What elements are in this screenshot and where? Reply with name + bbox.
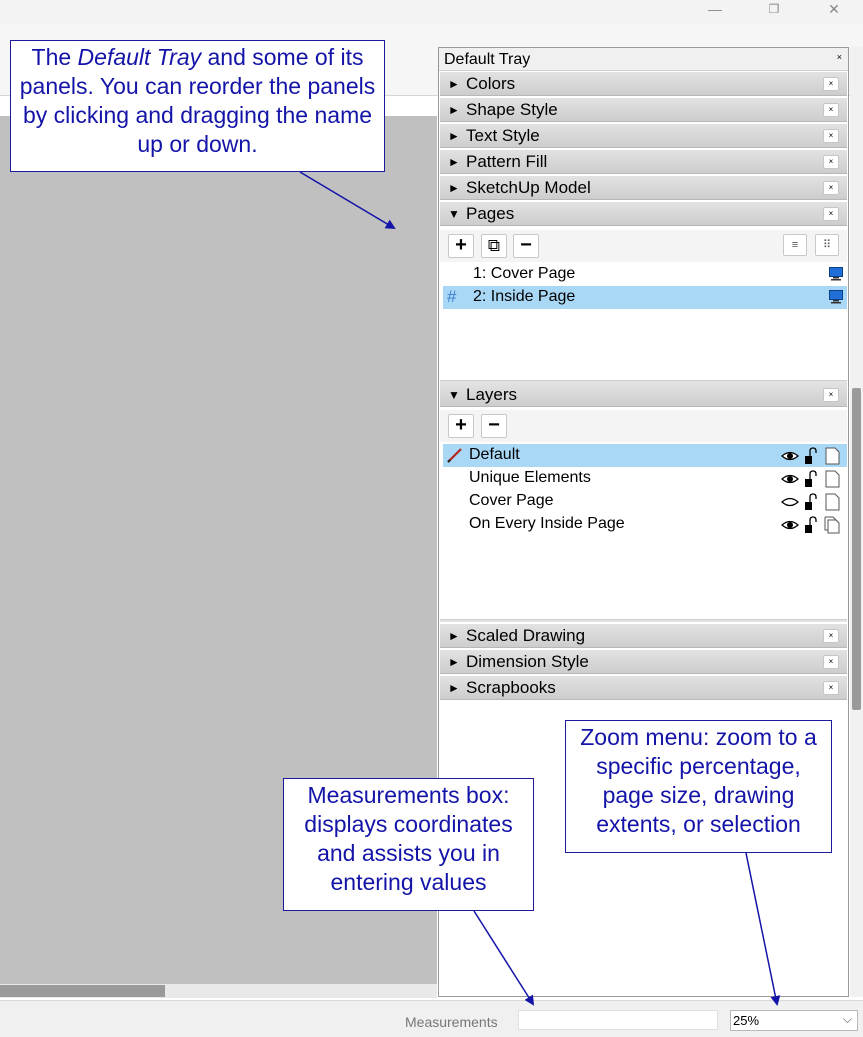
unlock-icon bbox=[805, 517, 816, 533]
add-layer-button[interactable]: + bbox=[448, 414, 474, 438]
layer-label: Unique Elements bbox=[469, 469, 591, 486]
expanded-arrow-icon: ▼ bbox=[448, 207, 460, 221]
delete-page-button[interactable]: − bbox=[513, 234, 539, 258]
panel-resize-handle[interactable] bbox=[440, 619, 847, 622]
panel-title-dimension-style: Dimension Style bbox=[466, 652, 589, 671]
panel-header-text-style[interactable] bbox=[440, 124, 847, 148]
panel-close-button[interactable]: × bbox=[823, 103, 839, 117]
unlock-icon bbox=[805, 494, 816, 510]
page-icon bbox=[826, 494, 839, 510]
collapsed-arrow-icon: ► bbox=[448, 681, 460, 695]
zoom-value: 25% bbox=[733, 1013, 760, 1028]
layer-label: Cover Page bbox=[469, 492, 554, 509]
panel-close-button[interactable]: × bbox=[823, 629, 839, 643]
layers-list bbox=[440, 443, 847, 619]
layer-row-active[interactable] bbox=[443, 444, 847, 467]
page-row-selected[interactable] bbox=[443, 286, 847, 309]
collapsed-arrow-icon: ► bbox=[448, 629, 460, 643]
panel-close-button[interactable]: × bbox=[823, 207, 839, 221]
layer-label: On Every Inside Page bbox=[469, 515, 625, 532]
current-page-marker: # bbox=[447, 287, 457, 306]
panel-title-pattern-fill: Pattern Fill bbox=[466, 152, 548, 171]
panel-header-layers[interactable] bbox=[440, 383, 847, 407]
layer-controls[interactable] bbox=[780, 447, 844, 465]
layer-row[interactable] bbox=[443, 513, 847, 536]
maximize-button[interactable]: ❐ bbox=[768, 2, 780, 16]
tray-title: Default Tray bbox=[444, 51, 531, 68]
collapsed-arrow-icon: ► bbox=[448, 655, 460, 669]
monitor-icon[interactable] bbox=[829, 290, 843, 304]
panel-close-button[interactable]: × bbox=[823, 655, 839, 669]
layer-row[interactable] bbox=[443, 490, 847, 513]
pages-toolbar bbox=[440, 230, 847, 262]
collapsed-arrow-icon: ► bbox=[448, 103, 460, 117]
collapsed-arrow-icon: ► bbox=[448, 155, 460, 169]
close-window-button[interactable]: ✕ bbox=[828, 1, 840, 17]
panel-title-pages: Pages bbox=[466, 204, 515, 223]
collapsed-arrow-icon: ► bbox=[448, 77, 460, 91]
icon-view-button[interactable]: ⠿ bbox=[815, 234, 839, 256]
eye-hidden-icon bbox=[782, 499, 798, 506]
panel-header-scaled-drawing[interactable] bbox=[440, 624, 847, 648]
panel-title-scrapbooks: Scrapbooks bbox=[466, 678, 556, 697]
chevron-down-icon[interactable]: ⌵ bbox=[842, 1012, 852, 1026]
panel-close-button[interactable]: × bbox=[823, 129, 839, 143]
panel-header-sketchup-model[interactable] bbox=[440, 176, 847, 200]
layer-controls[interactable] bbox=[780, 493, 844, 511]
panel-close-button[interactable]: × bbox=[823, 681, 839, 695]
callout-tray-italic: Default Tray bbox=[77, 44, 202, 70]
measurements-label: Measurements bbox=[405, 1014, 498, 1030]
title-bar bbox=[0, 0, 863, 24]
panel-title-layers: Layers bbox=[466, 385, 518, 404]
tray-title-bar[interactable] bbox=[439, 48, 848, 71]
panel-close-button[interactable]: × bbox=[823, 77, 839, 91]
panel-header-scrapbooks[interactable] bbox=[440, 676, 847, 700]
panel-title-text-style: Text Style bbox=[466, 126, 540, 145]
panel-title-sketchup-model: SketchUp Model bbox=[466, 178, 591, 197]
page-label: 2: Inside Page bbox=[473, 288, 576, 305]
page-row[interactable] bbox=[443, 263, 847, 286]
callout-tray-text-end: and some of its panels. You can reorder the panels by clicking and dragging the name up or down. bbox=[19, 44, 376, 157]
monitor-icon[interactable] bbox=[829, 267, 843, 281]
list-view-button[interactable]: ≡ bbox=[783, 234, 807, 256]
expanded-arrow-icon: ▼ bbox=[448, 388, 460, 402]
panel-close-button[interactable]: × bbox=[823, 181, 839, 195]
page-label: 1: Cover Page bbox=[473, 265, 576, 282]
tray-close-icon[interactable]: × bbox=[836, 52, 842, 62]
eye-icon bbox=[782, 522, 798, 529]
layer-controls[interactable] bbox=[780, 516, 844, 534]
collapsed-arrow-icon: ► bbox=[448, 129, 460, 143]
panel-close-button[interactable]: × bbox=[823, 388, 839, 402]
minimize-button[interactable]: — bbox=[708, 1, 722, 17]
callout-measurements: Measurements box: displays coordinates and assists you in entering values bbox=[283, 778, 534, 911]
layer-row[interactable] bbox=[443, 467, 847, 490]
panel-header-shape-style[interactable] bbox=[440, 98, 847, 122]
callout-default-tray bbox=[10, 40, 385, 172]
pencil-icon bbox=[446, 446, 464, 464]
horizontal-scroll-thumb[interactable] bbox=[0, 985, 165, 997]
callout-zoom-menu: Zoom menu: zoom to a specific percentage, page size, drawing extents, or selection bbox=[565, 720, 832, 853]
duplicate-page-button[interactable]: ⧉ bbox=[481, 234, 507, 258]
layers-toolbar bbox=[440, 410, 847, 442]
delete-layer-button[interactable]: − bbox=[481, 414, 507, 438]
callout-tray-text-start: The bbox=[31, 44, 78, 70]
add-page-button[interactable]: + bbox=[448, 234, 474, 258]
eye-icon bbox=[782, 476, 798, 483]
panel-title-scaled-drawing: Scaled Drawing bbox=[466, 626, 586, 645]
status-bar bbox=[0, 1000, 863, 1037]
unlock-icon bbox=[805, 471, 816, 487]
panel-header-dimension-style[interactable] bbox=[440, 650, 847, 674]
panel-header-pattern-fill[interactable] bbox=[440, 150, 847, 174]
panel-title-colors: Colors bbox=[466, 74, 516, 93]
layer-label: Default bbox=[469, 446, 520, 463]
page-icon bbox=[826, 471, 839, 487]
zoom-menu[interactable] bbox=[730, 1010, 858, 1031]
collapsed-arrow-icon: ► bbox=[448, 181, 460, 195]
panel-header-colors[interactable] bbox=[440, 72, 847, 96]
panel-close-button[interactable]: × bbox=[823, 155, 839, 169]
eye-icon bbox=[782, 453, 798, 460]
pages-list bbox=[440, 262, 847, 380]
tray-scroll-thumb[interactable] bbox=[852, 388, 861, 710]
shared-pages-icon bbox=[825, 517, 839, 533]
panel-header-pages[interactable] bbox=[440, 202, 847, 226]
page-icon bbox=[826, 448, 839, 464]
layer-controls[interactable] bbox=[780, 470, 844, 488]
unlock-icon bbox=[805, 448, 816, 464]
measurements-input[interactable] bbox=[518, 1010, 718, 1030]
panel-title-shape-style: Shape Style bbox=[466, 100, 558, 119]
